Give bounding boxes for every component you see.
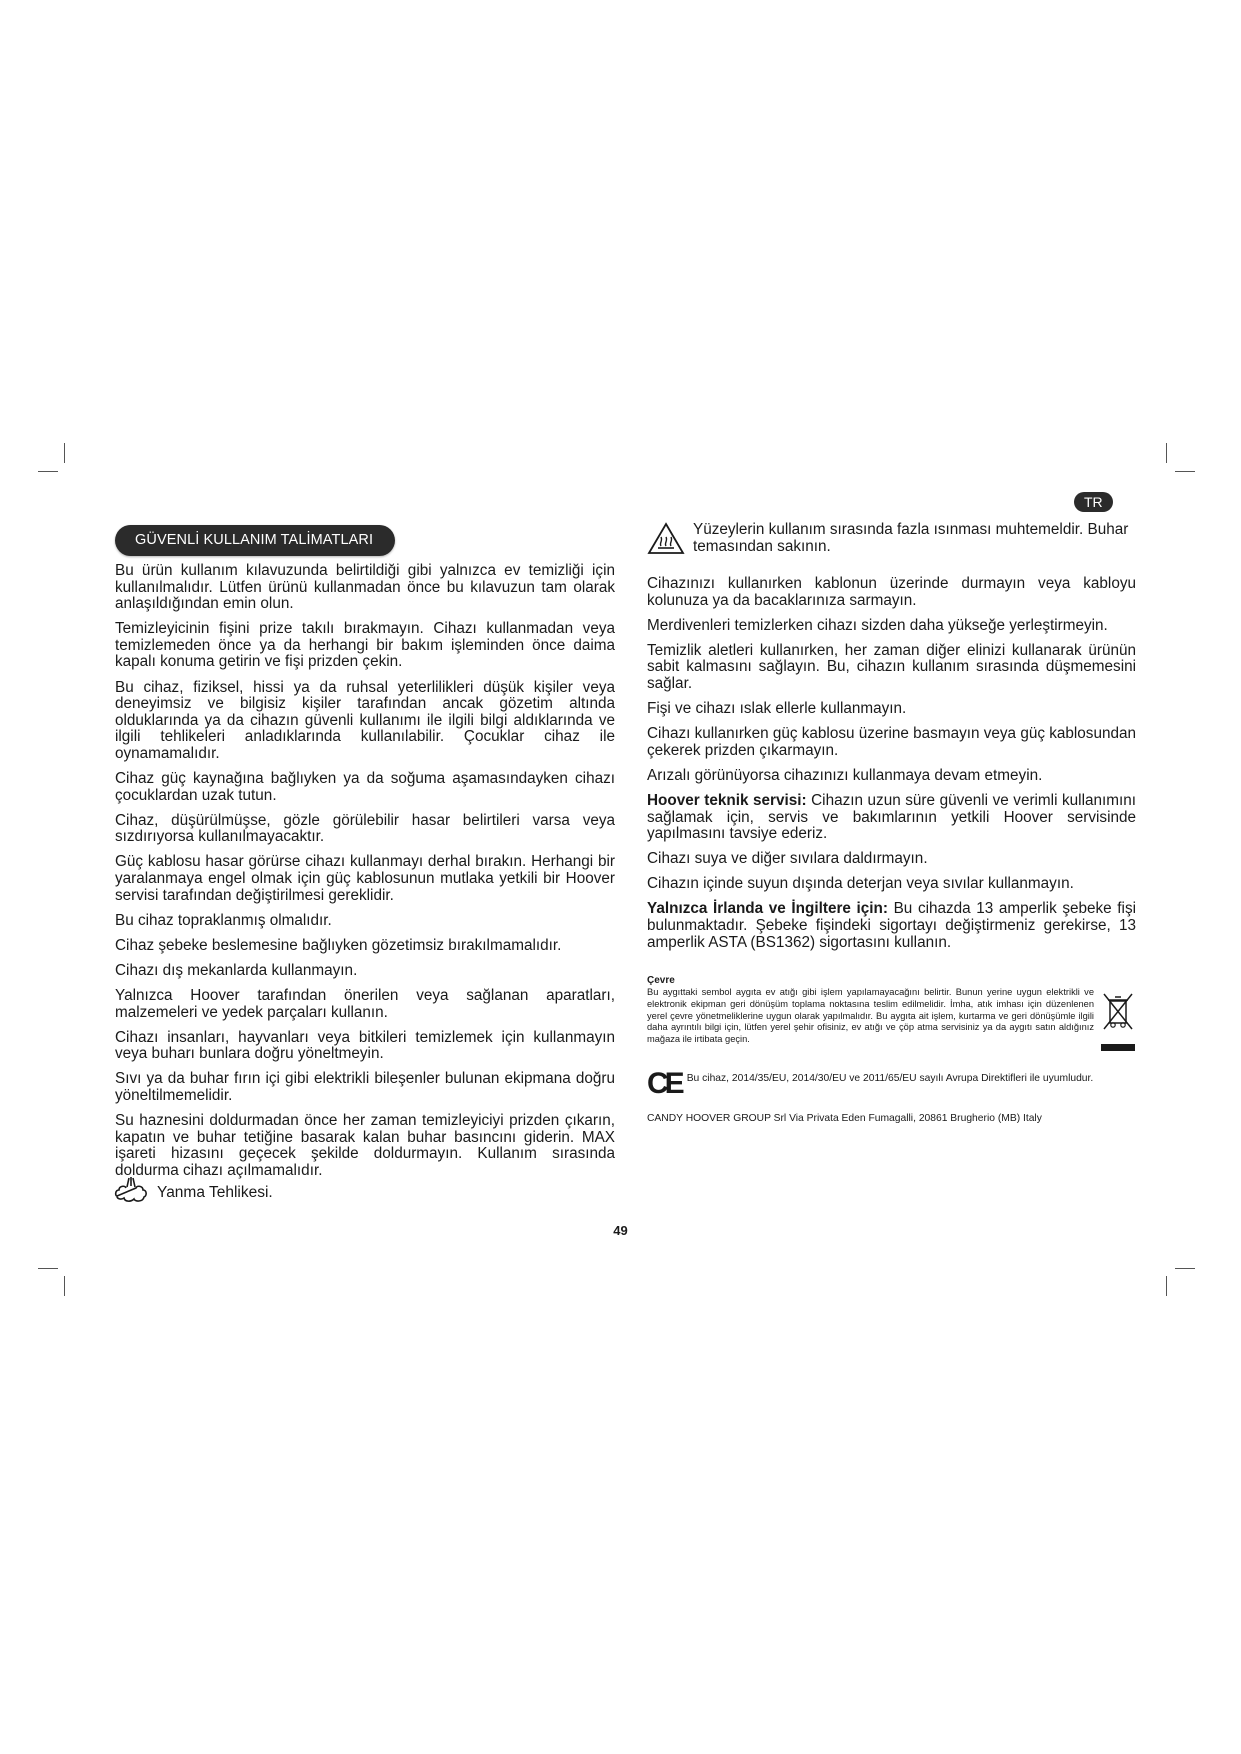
paragraph: Cihazı kullanırken güç kablosu üzerine basmayın veya güç kablosundan çekerek prizden çıkarmayın. (647, 725, 1136, 759)
right-column (647, 522, 1136, 1124)
paragraph: Bu ürün kullanım kılavuzunda belirtildiği gibi yalnızca ev temizliği için kullanılmalıdır. Lütfen ürünü kullanmadan önce bu kılavuzun tam olarak anlaşıldığından emin olun. (115, 562, 615, 613)
burn-warning-text: Yanma Tehlikesi. (157, 1183, 273, 1201)
left-column (115, 563, 615, 1188)
crop-mark (38, 1268, 58, 1269)
ce-mark-icon: CE (647, 1067, 681, 1101)
paragraph: Arızalı görünüyorsa cihazınızı kullanmaya devam etmeyin. (647, 766, 1043, 784)
service-label: Hoover teknik servisi: (647, 791, 807, 809)
paragraph: Yalnızca Hoover tarafından önerilen veya sağlanan aparatları, malzemeleri ve yedek parçaları kullanın. (115, 986, 615, 1021)
paragraph: Su haznesini doldurmadan önce her zaman temizleyiciyi prizden çıkarın, kapatın ve buhar tetiğine basarak kalan buhar basıncını giderin. MAX işareti hizasını geçecek şekilde doldurmayın. Kullanım sırasında doldurma cihazı açılmamalıdır. (115, 1112, 615, 1179)
uk-ireland-text: Bu cihazda 13 amperlik şebeke fişi bulunmaktadır. Şebeke fişindeki sigortayı değiştirmeniz gerekirse, 13 amperlik ASTA (BS1362) sigortasını kullanın. (647, 900, 1136, 951)
steam-burn-icon (113, 1176, 149, 1209)
paragraph: Cihazın içinde suyun dışında deterjan veya sıvılar kullanmayın. (647, 875, 1074, 893)
paragraph: Cihazı suya ve diğer sıvılara daldırmayın. (647, 850, 928, 868)
paragraph: Temizleyicinin fişini prize takılı bırakmayın. Cihazı kullanmadan veya temizlemeden önce ya da herhangi bir bakım işleminden önce daima kapalı konuma getirin ve fişi prizden çekin. (115, 620, 615, 671)
crop-mark (1175, 471, 1195, 472)
crossed-bin-icon (1101, 991, 1135, 1036)
paragraph: Cihaz şebeke beslemesine bağlıyken gözetimsiz bırakılmamalıdır. (115, 936, 562, 954)
service-paragraph (647, 793, 1136, 843)
ce-text: Bu cihaz, 2014/35/EU, 2014/30/EU ve 2011/65/EU sayılı Avrupa Direktifleri ile uyumludur. (686, 1073, 1094, 1085)
crop-mark (1166, 443, 1167, 463)
weee-bar (1101, 1044, 1135, 1051)
environment-section (647, 975, 1136, 1051)
paragraph: Cihaz, düşürülmüşse, gözle görülebilir hasar belirtileri varsa veya sızdırıyorsa kullanılmayacaktır. (115, 811, 615, 846)
paragraph: Bu cihaz topraklanmış olmalıdır. (115, 911, 332, 929)
paragraph: Fişi ve cihazı ıslak ellerle kullanmayın. (647, 700, 907, 718)
section-title: GÜVENLİ KULLANIM TALİMATLARI (115, 525, 395, 556)
uk-ireland-paragraph (647, 901, 1136, 951)
crop-mark (1175, 1268, 1195, 1269)
language-badge: TR (1074, 492, 1113, 512)
service-text: Cihazın uzun süre güvenli ve verimli kullanımını sağlamak için, servis ve bakımlarının yetkili Hoover servisinde yapılmasını tavsiye ederiz. (647, 791, 1136, 843)
paragraph: Cihazı insanları, hayvanları veya bitkileri temizlemek için kullanmayın veya buharı bunlara doğru yöneltmeyin. (115, 1028, 615, 1063)
environment-text: Bu aygıttaki sembol aygıta ev atığı gibi işlem yapılamayacağını belirtir. Bunun yerine uygun elektrikli ve elektronik ekipman geri dönüşüm toplama noktasına teslim edilmelidir. İmha, atık imhası için düzenlenen yerel çevre yönetmeliklerine uygun olarak yapılmalıdır. Bu aygıta ait işlem, kurtarma ve geri dönüşümle ilgili daha ayrıntılı bilgi için, lütfen yerel şehir ofisiniz, ev atığı ve çöp atma servisiniz ya da aygıtı satın aldığınız mağaza ile irtibata geçin. (647, 987, 1094, 1044)
paragraph: Temizlik aletleri kullanırken, her zaman diğer elinizi kullanarak ürünün sabit kalmasını sağlayın. Bu, cihazın kullanım sırasında düşmemesini sağlar. (647, 641, 1136, 692)
paragraph: Merdivenleri temizlerken cihazı sizden daha yükseğe yerleştirmeyin. (647, 616, 1108, 634)
paragraph: Cihazınızı kullanırken kablonun üzerinde durmayın veya kabloyu kolunuza ya da bacaklarınıza sarmayın. (647, 575, 1136, 609)
paragraph: Sıvı ya da buhar fırın içi gibi elektrikli bileşenler bulunan ekipmana doğru yöneltilmemelidir. (115, 1070, 615, 1104)
page-number: 49 (613, 1223, 628, 1238)
environment-title: Çevre (647, 975, 675, 987)
company-address: CANDY HOOVER GROUP Srl Via Privata Eden Fumagalli, 20861 Brugherio (MB) Italy (647, 1113, 1042, 1125)
crop-mark (38, 471, 58, 472)
ce-compliance (647, 1069, 1136, 1099)
paragraph: Güç kablosu hasar görürse cihazı kullanmayı derhal bırakın. Herhangi bir yaralanmaya engel olmak için güç kablosunun mutlaka yetkili bir Hoover servisi tarafından değiştirilmesi gereklidir. (115, 853, 615, 904)
weee-symbol (1100, 987, 1136, 1051)
crop-mark (64, 443, 65, 463)
hot-surface-icon (647, 522, 685, 560)
paragraph: Bu cihaz, fiziksel, hissi ya da ruhsal yeterlilikleri düşük kişiler veya deneyimsiz ve bilgisiz kişiler tarafından ancak gözetim altında olduklarında ya da cihazın güvenli kullanımı ile ilgili bilgi aldıklarında ve ilgili tehlikeleri anladıklarında kullanılabilir. Çocuklar cihaz ile oynamamalıdır. (115, 678, 615, 762)
crop-mark (1166, 1276, 1167, 1296)
burn-warning (113, 1176, 273, 1209)
paragraph: Cihazı dış mekanlarda kullanmayın. (115, 961, 358, 979)
hot-surface-text: Yüzeylerin kullanım sırasında fazla ısınması muhtemeldir. Buhar temasından sakının. (693, 521, 1129, 555)
paragraph: Cihaz güç kaynağına bağlıyken ya da soğuma aşamasındayken cihazı çocuklardan uzak tutun. (115, 770, 615, 804)
crop-mark (64, 1276, 65, 1296)
uk-ireland-label: Yalnızca İrlanda ve İngiltere için: (647, 900, 888, 918)
hot-surface-warning (647, 522, 1136, 560)
